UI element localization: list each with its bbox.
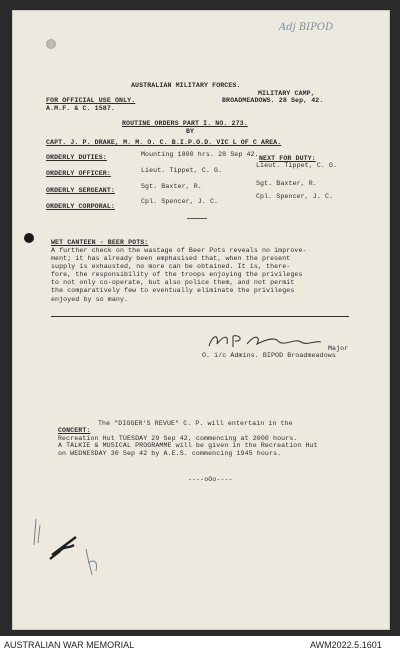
duty-current: Sgt. Baxter, R. xyxy=(141,183,202,190)
canteen-line: to not only co-operate, but also police them, and not permit xyxy=(51,279,295,286)
canteen-line: enjoyed by so many. xyxy=(51,296,129,303)
signature-role: O. i/c Admins. BIPOD Broadmeadows xyxy=(202,352,336,359)
end-mark: ----oOo---- xyxy=(188,476,233,483)
footer-institution: AUSTRALIAN WAR MEMORIAL xyxy=(4,640,135,650)
duty-current: Lieut. Tippet, C. G. xyxy=(141,167,223,174)
canteen-line: A further check on the wastage of Beer Pots reveals no improve- xyxy=(51,247,307,254)
signature-icon xyxy=(205,330,325,352)
canteen-heading: WET CANTEEN - BEER POTS: xyxy=(51,239,149,246)
org-heading: AUSTRALIAN MILITARY FORCES. xyxy=(131,82,241,89)
orders-title: ROUTINE ORDERS PART I. NO. 273. xyxy=(122,120,248,127)
officer-line: CAPT. J. P. DRAKE, M. M. O. C. B.I.P.O.D. VIC L OF C AREA. xyxy=(46,139,282,146)
punch-hole xyxy=(46,39,56,49)
official-use-label: FOR OFFICIAL USE ONLY. xyxy=(46,97,136,104)
footer-accession: AWM2022.5.1601 xyxy=(310,640,382,650)
pencil-marks-icon xyxy=(30,515,110,580)
duty-next: Cpl. Spencer, J. C. xyxy=(256,193,334,200)
location-date: BROADMEADOWS. 28 Sep, 42. xyxy=(222,97,324,104)
concert-line: Recreation Hut TUESDAY 29 Sep 42, commencing at 2000 hours. xyxy=(58,435,298,442)
canteen-line: ment; it has already been emphasised that, when the present xyxy=(51,255,291,262)
duty-next: Sgt. Baxter, R. xyxy=(256,180,317,187)
camp-label: MILITARY CAMP, xyxy=(258,90,315,97)
talkie-line: A TALKIE & MUSICAL PROGRAMME will be given in the Recreation Hut xyxy=(58,442,318,449)
concert-label: CONCERT: xyxy=(58,427,91,434)
mounting-line: Mounting 1800 hrs. 28 Sep 42. xyxy=(141,151,259,158)
handwritten-note: Adj BIPOD xyxy=(279,22,334,33)
concert-line: The "DIGGER'S REVUE" C. P. will entertain in the xyxy=(98,420,293,427)
duty-role: ORDERLY OFFICER: xyxy=(46,170,111,177)
next-duty-heading: NEXT FOR DUTY: xyxy=(259,155,316,162)
form-reference: A.M.F. & C. 1587. xyxy=(46,105,115,112)
duty-next: Lieut. Tippet, C. G. xyxy=(256,162,338,169)
ink-blot xyxy=(24,233,34,243)
talkie-line: on WEDNESDAY 30 Sep 42 by A.E.S. commencing 1945 hours. xyxy=(58,450,282,457)
canteen-line: fore, the responsibility of the troops enjoying the privileges xyxy=(51,271,303,278)
duty-role: ORDERLY CORPORAL: xyxy=(46,203,115,210)
duty-role: ORDERLY SERGEANT: xyxy=(46,187,115,194)
duty-current: Cpl. Spencer, J. C. xyxy=(141,198,219,205)
canteen-line: supply is exhausted, no more can be obtained. It is, there- xyxy=(51,263,291,270)
duties-heading: ORDERLY DUTIES: xyxy=(46,154,107,161)
signature-rank: Major xyxy=(328,345,349,352)
orders-by: BY xyxy=(186,128,195,135)
canteen-line: the comparatively few to eventually eliminate the privileges xyxy=(51,287,295,294)
section-divider xyxy=(51,316,349,317)
divider xyxy=(187,218,207,219)
